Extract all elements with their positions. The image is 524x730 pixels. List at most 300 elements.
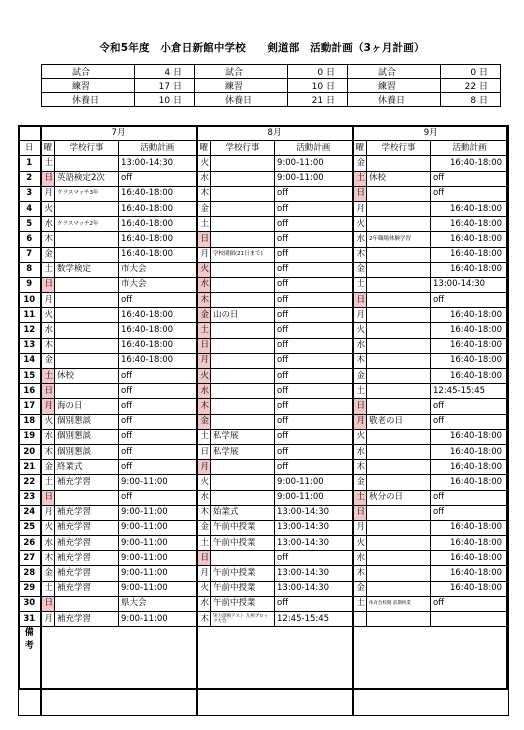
table-row xyxy=(19,323,509,338)
weekday-cell: 日 xyxy=(41,277,55,292)
plan-cell: off xyxy=(275,293,353,308)
weekday-cell: 月 xyxy=(353,414,367,429)
plan-cell: 9:00-11:00 xyxy=(119,520,197,535)
weekday-cell: 金 xyxy=(197,308,211,323)
day-number: 8 xyxy=(19,262,41,277)
event-cell xyxy=(55,247,119,262)
table-row xyxy=(19,429,509,444)
table-row xyxy=(19,612,509,627)
event-cell xyxy=(367,520,431,535)
event-cell: 数学検定 xyxy=(55,262,119,277)
table-row xyxy=(19,217,509,232)
table-row xyxy=(19,353,509,368)
weekday-cell: 金 xyxy=(353,581,367,596)
event-cell xyxy=(367,293,431,308)
plan-cell: off xyxy=(431,399,509,414)
day-number: 14 xyxy=(19,353,41,368)
event-cell xyxy=(367,186,431,201)
day-number: 31 xyxy=(19,612,41,627)
weekday-cell: 月 xyxy=(41,399,55,414)
plan-cell: 16:40-18:00 xyxy=(431,429,509,444)
weekday-cell: 月 xyxy=(197,566,211,581)
event-cell: 休校 xyxy=(367,171,431,186)
event-cell xyxy=(55,338,119,353)
table-row xyxy=(19,369,509,384)
remarks-row xyxy=(19,627,509,716)
table-row xyxy=(19,308,509,323)
table-row xyxy=(19,444,509,459)
table-row xyxy=(19,536,509,551)
plan-cell: off xyxy=(275,384,353,399)
event-cell: 補充学習 xyxy=(55,475,119,490)
event-header: 学校行事 xyxy=(211,141,275,156)
plan-cell: off xyxy=(431,414,509,429)
weekday-cell: 水 xyxy=(41,323,55,338)
month-august: 8月 xyxy=(197,126,353,141)
weekday-cell: 日 xyxy=(197,338,211,353)
weekday-cell: 日 xyxy=(353,399,367,414)
weekday-cell: 水 xyxy=(41,429,55,444)
weekday-cell: 金 xyxy=(41,353,55,368)
plan-cell: off xyxy=(275,201,353,216)
plan-cell: 9:00-11:00 xyxy=(119,612,197,627)
table-row xyxy=(19,566,509,581)
plan-cell: 16:40-18:00 xyxy=(431,520,509,535)
plan-cell: 16:40-18:00 xyxy=(431,232,509,247)
plan-cell: 9:00-11:00 xyxy=(119,551,197,566)
plan-cell: off xyxy=(119,414,197,429)
weekday-cell: 日 xyxy=(353,186,367,201)
weekday-cell: 土 xyxy=(353,384,367,399)
plan-cell: off xyxy=(431,186,509,201)
event-cell: 始業式 xyxy=(211,505,275,520)
event-cell xyxy=(367,156,431,171)
plan-cell: 16:40-18:00 xyxy=(431,201,509,216)
event-cell xyxy=(367,277,431,292)
weekday-cell xyxy=(353,612,367,627)
weekday-cell: 日 xyxy=(197,551,211,566)
event-cell xyxy=(55,353,119,368)
day-number: 13 xyxy=(19,338,41,353)
plan-cell: off xyxy=(275,353,353,368)
plan-cell: off xyxy=(119,460,197,475)
plan-cell: 16:40-18:00 xyxy=(119,353,197,368)
event-cell xyxy=(367,323,431,338)
event-cell: 補充学習 xyxy=(55,566,119,581)
weekday-cell: 水 xyxy=(353,551,367,566)
table-row xyxy=(19,505,509,520)
month-september: 9月 xyxy=(353,126,509,141)
event-cell xyxy=(211,475,275,490)
summary-label: 試合 xyxy=(42,65,135,79)
plan-cell: 9:00-11:00 xyxy=(119,536,197,551)
weekday-cell: 土 xyxy=(197,429,211,444)
event-cell xyxy=(367,612,431,627)
weekday-cell: 日 xyxy=(41,490,55,505)
plan-cell: 13:00-14:30 xyxy=(275,505,353,520)
event-cell: 学校閉鎖(21日まで) xyxy=(211,247,275,262)
plan-cell: 県大会 xyxy=(119,596,197,611)
weekday-cell: 木 xyxy=(197,505,211,520)
page-title: 令和5年度 小倉日新館中学校 剣道部 活動計画（3ヶ月計画） xyxy=(99,42,425,54)
event-cell xyxy=(367,399,431,414)
event-cell xyxy=(55,596,119,611)
weekday-cell: 土 xyxy=(353,490,367,505)
event-cell xyxy=(211,414,275,429)
summary-label: 試合 xyxy=(347,65,440,79)
day-number: 17 xyxy=(19,399,41,414)
plan-cell: 16:40-18:00 xyxy=(119,323,197,338)
plan-cell: 16:40-18:00 xyxy=(119,232,197,247)
event-cell: 秋分の日 xyxy=(367,490,431,505)
plan-cell: off xyxy=(275,232,353,247)
weekday-cell: 月 xyxy=(197,460,211,475)
event-cell xyxy=(211,262,275,277)
plan-cell: 16:40-18:00 xyxy=(431,444,509,459)
summary-row xyxy=(42,79,501,93)
weekday-cell: 火 xyxy=(197,156,211,171)
plan-cell: off xyxy=(431,490,509,505)
day-number: 4 xyxy=(19,201,41,216)
day-number: 22 xyxy=(19,475,41,490)
day-number: 7 xyxy=(19,247,41,262)
plan-cell: 16:40-18:00 xyxy=(431,566,509,581)
event-cell: 休校 xyxy=(55,369,119,384)
plan-cell: 9:00-11:00 xyxy=(119,475,197,490)
weekday-cell: 土 xyxy=(353,596,367,611)
weekday-cell: 日 xyxy=(41,596,55,611)
summary-label: 練習 xyxy=(194,79,287,93)
day-number: 9 xyxy=(19,277,41,292)
remarks-cell xyxy=(197,627,353,716)
weekday-cell: 土 xyxy=(197,323,211,338)
table-row xyxy=(19,247,509,262)
weekday-cell: 金 xyxy=(197,201,211,216)
event-cell xyxy=(55,323,119,338)
remarks-cell xyxy=(353,627,509,716)
event-cell: 個別懇談 xyxy=(55,444,119,459)
plan-cell: 13:00-14:30 xyxy=(275,566,353,581)
day-number: 5 xyxy=(19,217,41,232)
plan-cell: 9:00-11:00 xyxy=(119,566,197,581)
event-cell: 補充学習 xyxy=(55,551,119,566)
summary-label: 練習 xyxy=(42,79,135,93)
day-header: 日 xyxy=(19,141,41,156)
weekday-cell: 木 xyxy=(197,399,211,414)
event-cell: 補充学習 xyxy=(55,612,119,627)
weekday-cell: 月 xyxy=(197,353,211,368)
event-cell xyxy=(367,581,431,596)
weekday-cell: 水 xyxy=(41,536,55,551)
weekday-cell: 水 xyxy=(41,217,55,232)
day-number: 15 xyxy=(19,369,41,384)
event-cell xyxy=(367,566,431,581)
day-number: 18 xyxy=(19,414,41,429)
schedule-table xyxy=(18,125,509,716)
weekday-cell: 火 xyxy=(41,308,55,323)
plan-cell: off xyxy=(275,262,353,277)
plan-cell: 12:45-15:45 xyxy=(431,384,509,399)
table-row xyxy=(19,232,509,247)
day-number: 24 xyxy=(19,505,41,520)
plan-cell: off xyxy=(275,429,353,444)
summary-value: 21 日 xyxy=(287,93,347,107)
event-cell xyxy=(211,293,275,308)
plan-cell: off xyxy=(275,323,353,338)
plan-cell: 12:45-15:45 xyxy=(275,612,353,627)
plan-cell: off xyxy=(275,460,353,475)
event-header: 学校行事 xyxy=(367,141,431,156)
event-cell xyxy=(211,156,275,171)
weekday-cell: 日 xyxy=(197,444,211,459)
plan-cell: 16:40-18:00 xyxy=(431,460,509,475)
weekday-cell: 水 xyxy=(353,444,367,459)
weekday-cell: 水 xyxy=(197,490,211,505)
table-row xyxy=(19,338,509,353)
event-cell xyxy=(367,247,431,262)
weekday-cell: 木 xyxy=(41,232,55,247)
table-row xyxy=(19,414,509,429)
plan-cell: 16:40-18:00 xyxy=(431,217,509,232)
plan-cell: 9:00-11:00 xyxy=(275,156,353,171)
remarks-cell xyxy=(41,627,197,716)
corner-cell xyxy=(19,126,41,141)
event-cell: 午前中授業 xyxy=(211,536,275,551)
weekday-cell: 火 xyxy=(197,475,211,490)
weekday-cell: 木 xyxy=(197,293,211,308)
summary-label: 休養日 xyxy=(194,93,287,107)
table-row xyxy=(19,171,509,186)
table-row xyxy=(19,293,509,308)
table-row xyxy=(19,490,509,505)
event-cell xyxy=(367,460,431,475)
weekday-cell: 金 xyxy=(353,156,367,171)
column-header-row xyxy=(19,141,509,156)
summary-row xyxy=(42,93,501,107)
weekday-cell: 木 xyxy=(353,566,367,581)
plan-cell: 9:00-11:00 xyxy=(119,505,197,520)
event-cell xyxy=(211,399,275,414)
plan-cell: 9:00-11:00 xyxy=(275,171,353,186)
weekday-cell: 金 xyxy=(197,414,211,429)
table-row xyxy=(19,201,509,216)
plan-cell: 16:40-18:00 xyxy=(431,581,509,596)
weekday-cell: 木 xyxy=(41,551,55,566)
event-cell xyxy=(367,429,431,444)
weekday-cell: 金 xyxy=(41,566,55,581)
weekday-cell: 火 xyxy=(41,201,55,216)
table-row xyxy=(19,460,509,475)
weekday-cell: 土 xyxy=(41,475,55,490)
event-cell: 個別懇談 xyxy=(55,414,119,429)
plan-cell: 16:40-18:00 xyxy=(431,536,509,551)
event-cell: 敬老の日 xyxy=(367,414,431,429)
day-number: 19 xyxy=(19,429,41,444)
day-number: 10 xyxy=(19,293,41,308)
weekday-cell: 日 xyxy=(41,171,55,186)
plan-cell: 16:40-18:00 xyxy=(431,475,509,490)
plan-cell: off xyxy=(119,369,197,384)
plan-cell xyxy=(431,612,509,627)
day-number: 26 xyxy=(19,536,41,551)
plan-header: 活動計画 xyxy=(431,141,509,156)
event-cell: 午前中授業 xyxy=(211,520,275,535)
plan-cell: off xyxy=(275,186,353,201)
table-row xyxy=(19,384,509,399)
table-row xyxy=(19,581,509,596)
event-cell: 2年職場体験学習 xyxy=(367,232,431,247)
weekday-cell: 月 xyxy=(353,201,367,216)
summary-value: 0 日 xyxy=(287,65,347,79)
event-cell xyxy=(367,384,431,399)
table-row xyxy=(19,475,509,490)
event-cell xyxy=(211,232,275,247)
table-row xyxy=(19,156,509,171)
day-number: 30 xyxy=(19,596,41,611)
summary-value: 17 日 xyxy=(134,79,194,93)
plan-cell: off xyxy=(119,171,197,186)
plan-cell: off xyxy=(431,293,509,308)
day-number: 21 xyxy=(19,460,41,475)
table-row xyxy=(19,399,509,414)
event-header: 学校行事 xyxy=(55,141,119,156)
weekday-cell: 水 xyxy=(197,384,211,399)
weekday-cell: 金 xyxy=(353,475,367,490)
plan-cell: off xyxy=(431,505,509,520)
event-cell: 山の日 xyxy=(211,308,275,323)
plan-cell: 13:00-14:30 xyxy=(119,156,197,171)
weekday-cell: 金 xyxy=(41,247,55,262)
weekday-cell: 金 xyxy=(353,369,367,384)
event-cell xyxy=(367,201,431,216)
table-row xyxy=(19,520,509,535)
plan-cell: 16:40-18:00 xyxy=(119,338,197,353)
weekday-cell: 火 xyxy=(41,414,55,429)
plan-cell: off xyxy=(275,277,353,292)
day-number: 16 xyxy=(19,384,41,399)
plan-cell: 13:00-14:30 xyxy=(275,581,353,596)
event-cell xyxy=(367,444,431,459)
event-cell xyxy=(211,490,275,505)
weekday-cell: 月 xyxy=(41,612,55,627)
event-cell xyxy=(55,384,119,399)
weekday-cell: 日 xyxy=(41,384,55,399)
plan-header: 活動計画 xyxy=(275,141,353,156)
table-row xyxy=(19,277,509,292)
event-cell xyxy=(55,308,119,323)
table-row xyxy=(19,186,509,201)
event-cell xyxy=(367,262,431,277)
plan-cell: 9:00-11:00 xyxy=(275,475,353,490)
event-cell xyxy=(55,232,119,247)
day-number: 23 xyxy=(19,490,41,505)
day-number: 20 xyxy=(19,444,41,459)
weekday-cell: 月 xyxy=(353,520,367,535)
weekday-cell: 日 xyxy=(353,505,367,520)
plan-cell: 市大会 xyxy=(119,262,197,277)
event-cell: 午前中授業 xyxy=(211,566,275,581)
plan-cell: 16:40-18:00 xyxy=(431,551,509,566)
weekday-cell: 土 xyxy=(41,369,55,384)
plan-cell: off xyxy=(275,444,353,459)
day-number: 11 xyxy=(19,308,41,323)
weekday-cell: 火 xyxy=(41,520,55,535)
weekday-cell: 木 xyxy=(197,186,211,201)
plan-cell: 16:40-18:00 xyxy=(119,186,197,201)
summary-label: 練習 xyxy=(347,79,440,93)
event-cell: 海の日 xyxy=(55,399,119,414)
event-cell: 個別懇談 xyxy=(55,429,119,444)
summary-value: 8 日 xyxy=(440,93,500,107)
event-cell xyxy=(211,338,275,353)
table-row xyxy=(19,596,509,611)
event-cell: 補充学習 xyxy=(55,520,119,535)
event-cell: 補充学習 xyxy=(55,536,119,551)
event-cell xyxy=(367,217,431,232)
summary-row xyxy=(42,65,501,79)
weekday-cell: 木 xyxy=(353,247,367,262)
weekday-cell: 日 xyxy=(353,293,367,308)
plan-cell: off xyxy=(431,171,509,186)
day-number: 12 xyxy=(19,323,41,338)
summary-value: 4 日 xyxy=(134,65,194,79)
day-number: 1 xyxy=(19,156,41,171)
weekday-cell: 木 xyxy=(353,460,367,475)
weekday-cell: 火 xyxy=(197,262,211,277)
month-header-row xyxy=(19,126,509,141)
weekday-cell: 月 xyxy=(197,247,211,262)
weekday-cell: 水 xyxy=(353,338,367,353)
weekday-cell: 金 xyxy=(41,460,55,475)
weekday-cell: 火 xyxy=(353,217,367,232)
weekday-cell: 木 xyxy=(197,612,211,627)
plan-cell: 16:40-18:00 xyxy=(431,338,509,353)
event-cell xyxy=(211,201,275,216)
event-cell: 実力診断テスト 九州ブロック大会 xyxy=(211,612,275,627)
weekday-cell: 土 xyxy=(197,217,211,232)
event-cell xyxy=(211,353,275,368)
weekday-cell: 水 xyxy=(197,596,211,611)
event-cell xyxy=(367,353,431,368)
plan-cell: 16:40-18:00 xyxy=(431,369,509,384)
plan-cell: 16:40-18:00 xyxy=(119,217,197,232)
event-cell xyxy=(211,171,275,186)
event-cell xyxy=(367,536,431,551)
event-cell: クラスマッチ2年 xyxy=(55,217,119,232)
plan-cell: 16:40-18:00 xyxy=(119,308,197,323)
weekday-cell: 火 xyxy=(353,429,367,444)
weekday-header: 曜 xyxy=(197,141,211,156)
weekday-header: 曜 xyxy=(353,141,367,156)
plan-cell: 16:40-18:00 xyxy=(119,201,197,216)
plan-cell: off xyxy=(119,490,197,505)
event-cell xyxy=(211,217,275,232)
summary-value: 10 日 xyxy=(134,93,194,107)
weekday-cell: 木 xyxy=(41,338,55,353)
weekday-cell: 金 xyxy=(197,520,211,535)
event-cell xyxy=(211,277,275,292)
plan-cell: 16:40-18:00 xyxy=(431,323,509,338)
summary-value: 0 日 xyxy=(440,65,500,79)
month-july: 7月 xyxy=(41,126,197,141)
weekday-cell: 月 xyxy=(41,505,55,520)
plan-cell: off xyxy=(275,414,353,429)
weekday-cell: 金 xyxy=(353,262,367,277)
weekday-cell: 火 xyxy=(353,536,367,551)
weekday-cell: 月 xyxy=(41,293,55,308)
event-cell: 私学展 xyxy=(211,444,275,459)
weekday-cell: 月 xyxy=(353,308,367,323)
